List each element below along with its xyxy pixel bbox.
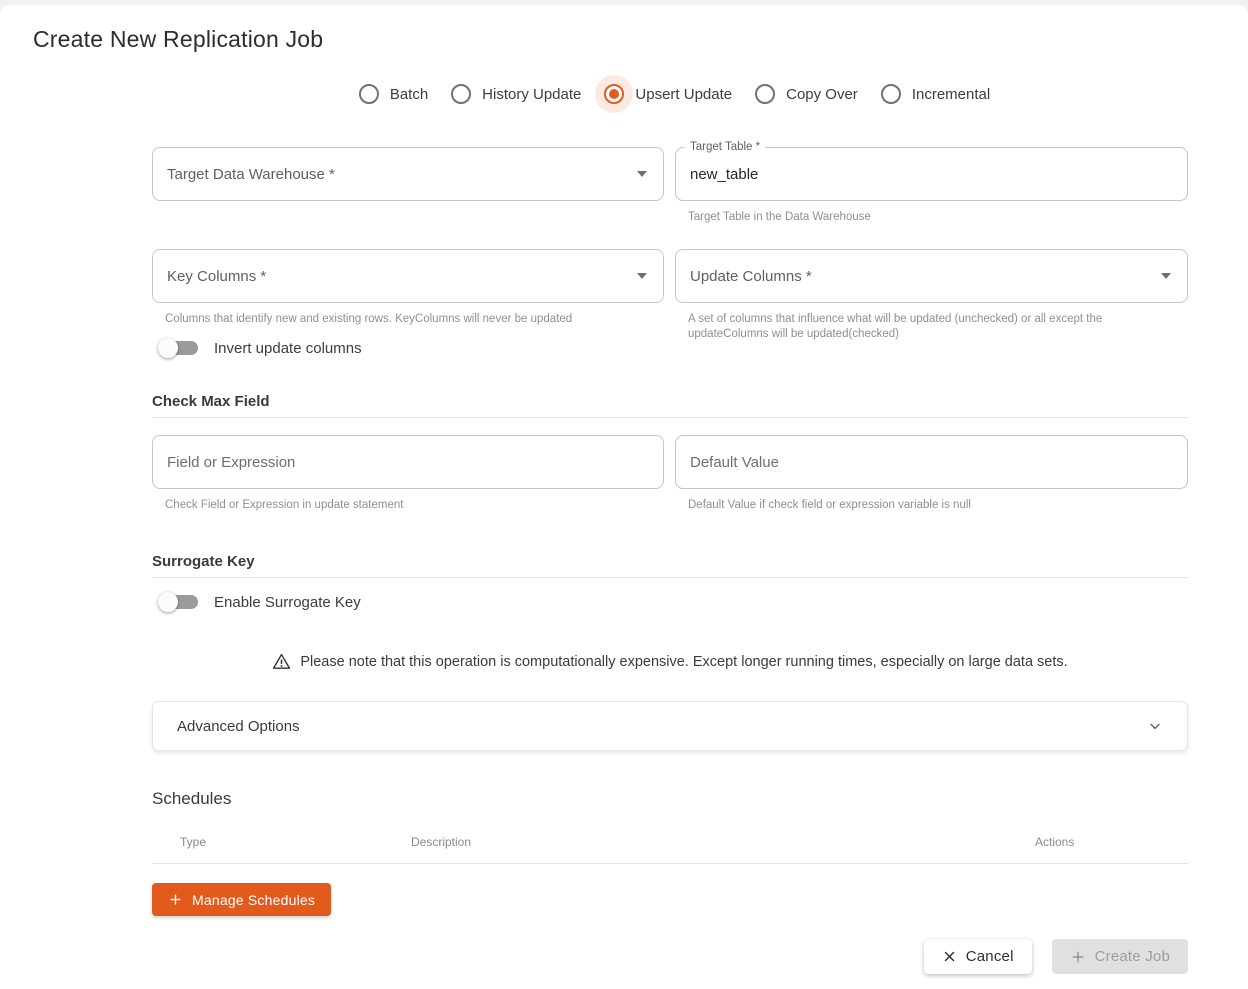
radio-halo	[746, 75, 784, 113]
toggle-thumb	[158, 592, 178, 612]
enable-surrogate-key-label: Enable Surrogate Key	[214, 593, 361, 611]
update-columns-group	[675, 249, 1188, 360]
radio-halo	[350, 75, 388, 113]
section-divider	[152, 577, 1188, 578]
check-max-field-heading: Check Max Field	[152, 393, 270, 410]
radio-label: Batch	[389, 85, 429, 103]
enable-surrogate-key-toggle[interactable]	[158, 590, 204, 614]
default-value-field	[675, 435, 1188, 489]
radio-halo	[872, 75, 910, 113]
target-table-group	[675, 141, 1188, 225]
radio-incremental[interactable]	[872, 75, 990, 113]
target-data-warehouse-label: Target Data Warehouse *	[167, 165, 335, 183]
radio-halo	[442, 75, 480, 113]
default-value-group	[675, 435, 1188, 513]
radio-label: Incremental	[911, 85, 991, 103]
caret-down-icon	[637, 273, 647, 279]
section-divider	[152, 417, 1188, 418]
key-columns-group	[152, 249, 664, 360]
radio-batch[interactable]	[350, 75, 428, 113]
chevron-down-icon	[1147, 718, 1163, 734]
radio-label: Copy Over	[786, 85, 858, 103]
advanced-options-label: Advanced Options	[177, 717, 300, 735]
replication-type-radio-group	[152, 75, 1188, 113]
invert-update-columns-label: Invert update columns	[214, 339, 362, 357]
create-job-label: Create Job	[1094, 948, 1170, 965]
update-columns-label: Update Columns *	[690, 267, 812, 285]
key-columns-label: Key Columns *	[167, 267, 267, 285]
manage-schedules-label: Manage Schedules	[192, 891, 316, 908]
field-or-expression-helper: Check Field or Expression in update statement	[165, 499, 404, 511]
radio-copy-over[interactable]	[746, 75, 858, 113]
field-or-expression-input[interactable]	[167, 436, 649, 488]
cancel-button[interactable]	[924, 939, 1032, 974]
page-title: Create New Replication Job	[33, 26, 324, 52]
radio-icon	[755, 84, 775, 104]
create-job-button[interactable]	[1052, 939, 1188, 974]
target-table-helper: Target Table in the Data Warehouse	[688, 211, 871, 223]
warning-text: Please note that this operation is computationally expensive. Except longer running times, especially on large data sets.	[300, 653, 1068, 670]
column-header-type: Type	[180, 835, 207, 849]
field-or-expression-field	[152, 435, 664, 489]
target-table-input[interactable]	[690, 148, 1173, 200]
radio-upsert-update[interactable]	[595, 75, 732, 113]
manage-schedules-button[interactable]	[152, 883, 331, 916]
toggle-thumb	[158, 338, 178, 358]
advanced-options-accordion[interactable]	[152, 701, 1188, 751]
radio-label: History Update	[482, 85, 582, 103]
radio-selected-icon	[604, 84, 624, 104]
schedules-table-header	[152, 809, 1188, 864]
default-value-input[interactable]	[690, 436, 1173, 488]
invert-update-columns-toggle[interactable]	[158, 336, 204, 360]
close-icon	[942, 949, 957, 964]
update-columns-helper: A set of columns that influence what will be updated (unchecked) or all except the updateColumns will be updated(checked)	[688, 313, 1103, 340]
radio-halo	[595, 75, 633, 113]
radio-history-update[interactable]	[442, 75, 581, 113]
schedules-heading: Schedules	[152, 789, 232, 808]
key-columns-select[interactable]	[152, 249, 664, 303]
create-replication-job-dialog	[0, 5, 1248, 989]
target-table-field	[675, 141, 1188, 201]
warning-note	[152, 652, 1188, 671]
cancel-label: Cancel	[965, 948, 1014, 965]
radio-label: Upsert Update	[635, 85, 733, 103]
plus-icon	[1070, 949, 1086, 965]
field-or-expression-group	[152, 435, 664, 513]
caret-down-icon	[637, 171, 647, 177]
target-data-warehouse-group	[152, 147, 664, 225]
radio-icon	[451, 84, 471, 104]
default-value-helper: Default Value if check field or expression variable is null	[688, 499, 971, 511]
column-header-description: Description	[411, 835, 472, 849]
column-header-actions: Actions	[1035, 835, 1075, 849]
target-data-warehouse-select[interactable]	[152, 147, 664, 201]
warning-triangle-icon	[272, 652, 291, 671]
footer-actions	[152, 939, 1188, 974]
radio-icon	[881, 84, 901, 104]
plus-icon	[168, 892, 183, 907]
caret-down-icon	[1161, 273, 1171, 279]
target-table-label: Target Table *	[685, 141, 765, 154]
radio-icon	[359, 84, 379, 104]
surrogate-key-heading: Surrogate Key	[152, 553, 255, 570]
key-columns-helper: Columns that identify new and existing rows. KeyColumns will never be updated	[165, 313, 573, 325]
update-columns-select[interactable]	[675, 249, 1188, 303]
